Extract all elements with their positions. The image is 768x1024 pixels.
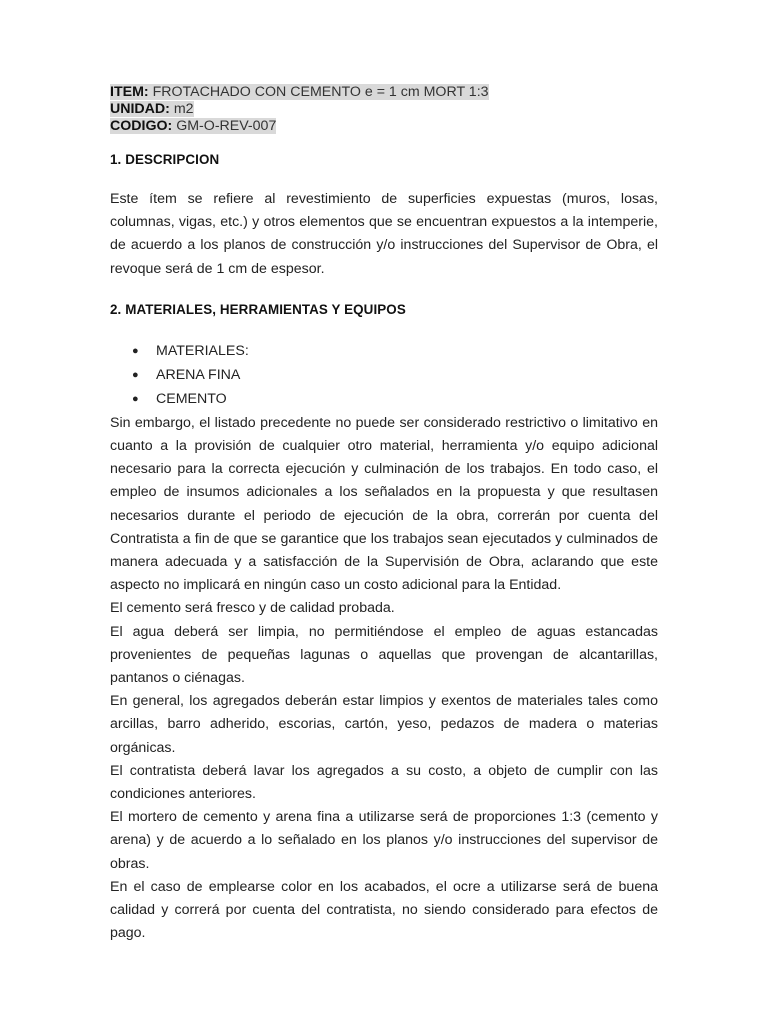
codigo-line [110,118,658,135]
paragraph-water: El agua deberá ser limpia, no permitiéndose el empleo de aguas estancadas provenientes de pequeñas lagunas o aquellas que provengan de alcantarillas, pantanos o ciénagas. [110,623,658,686]
list-item-text: ARENA FINA [156,367,241,384]
list-item-text: CEMENTO [156,391,227,408]
paragraph-color: En el caso de emplearse color en los acabados, el ocre a utilizarse será de buena calidad y correrá por cuenta del contratista, no siendo considerado para efectos de pago. [110,878,658,942]
description-paragraph: Este ítem se refiere al revestimiento de superficies expuestas (muros, losas, columnas, vigas, etc.) y otros elementos que se encuentran expuestos a la intemperie, de acuerdo a los planos de construcción y/o instrucciones del Supervisor de Obra, el revoque será de 1 cm de espesor. [110,191,658,277]
list-item [110,363,658,387]
codigo-value: GM-O-REV-007 [172,118,277,134]
document-body [110,84,658,945]
section-1-title: 1. DESCRIPCION [110,152,220,167]
paragraph-washing: El contratista deberá lavar los agregados a su costo, a objeto de cumplir con las condiciones anteriores. [110,762,658,802]
bullet-icon: ● [132,344,139,357]
paragraph-cement: El cemento será fresco y de calidad probada. [110,600,395,617]
item-label: ITEM: [110,84,149,100]
list-item [110,339,658,363]
unidad-line [110,101,658,118]
bullet-icon: ● [132,393,139,406]
item-highlight [110,84,489,100]
list-item-text: MATERIALES: [156,342,249,359]
paragraph-restrictions: Sin embargo, el listado precedente no puede ser considerado restrictivo o limitativo en cuanto a la provisión de cualquier otro material, herramienta y/o equipo adicional necesario para la correcta ejecución y culminación de los trabajos. En todo caso, el empleo de insumos adicionales a los señalados en la propuesta y que resultasen necesarios durante el periodo de ejecución de la obra, correrán por cuenta del Contratista a fin de que se garantice que los trabajos sean ejecutados y culminados de manera adecuada y a satisfacción de la Supervisión de Obra, aclarando que este aspecto no implicará en ningún caso un costo adicional para la Entidad. [110,414,658,594]
paragraph-mortar: El mortero de cemento y arena fina a utilizarse será de proporciones 1:3 (cemento y arena) y de acuerdo a lo señalado en los planos y/o instrucciones del supervisor de obras. [110,809,658,872]
list-item [110,387,658,411]
item-value: FROTACHADO CON CEMENTO e = 1 cm MORT 1:3 [148,84,489,100]
codigo-highlight [110,118,276,134]
materials-list [110,339,658,412]
paragraph-aggregates: En general, los agregados deberán estar limpios y exentos de materiales tales como arcillas, barro adherido, escorias, cartón, yeso, pedazos de madera o materias orgánicas. [110,693,658,756]
bullet-icon: ● [132,369,139,382]
unidad-value: m2 [169,101,194,117]
unidad-label: UNIDAD: [110,101,170,117]
section-2-title: 2. MATERIALES, HERRAMIENTAS Y EQUIPOS [110,301,406,317]
unidad-highlight [110,101,194,117]
section-2-body [110,412,658,946]
item-line [110,84,658,101]
codigo-label: CODIGO: [110,118,173,134]
